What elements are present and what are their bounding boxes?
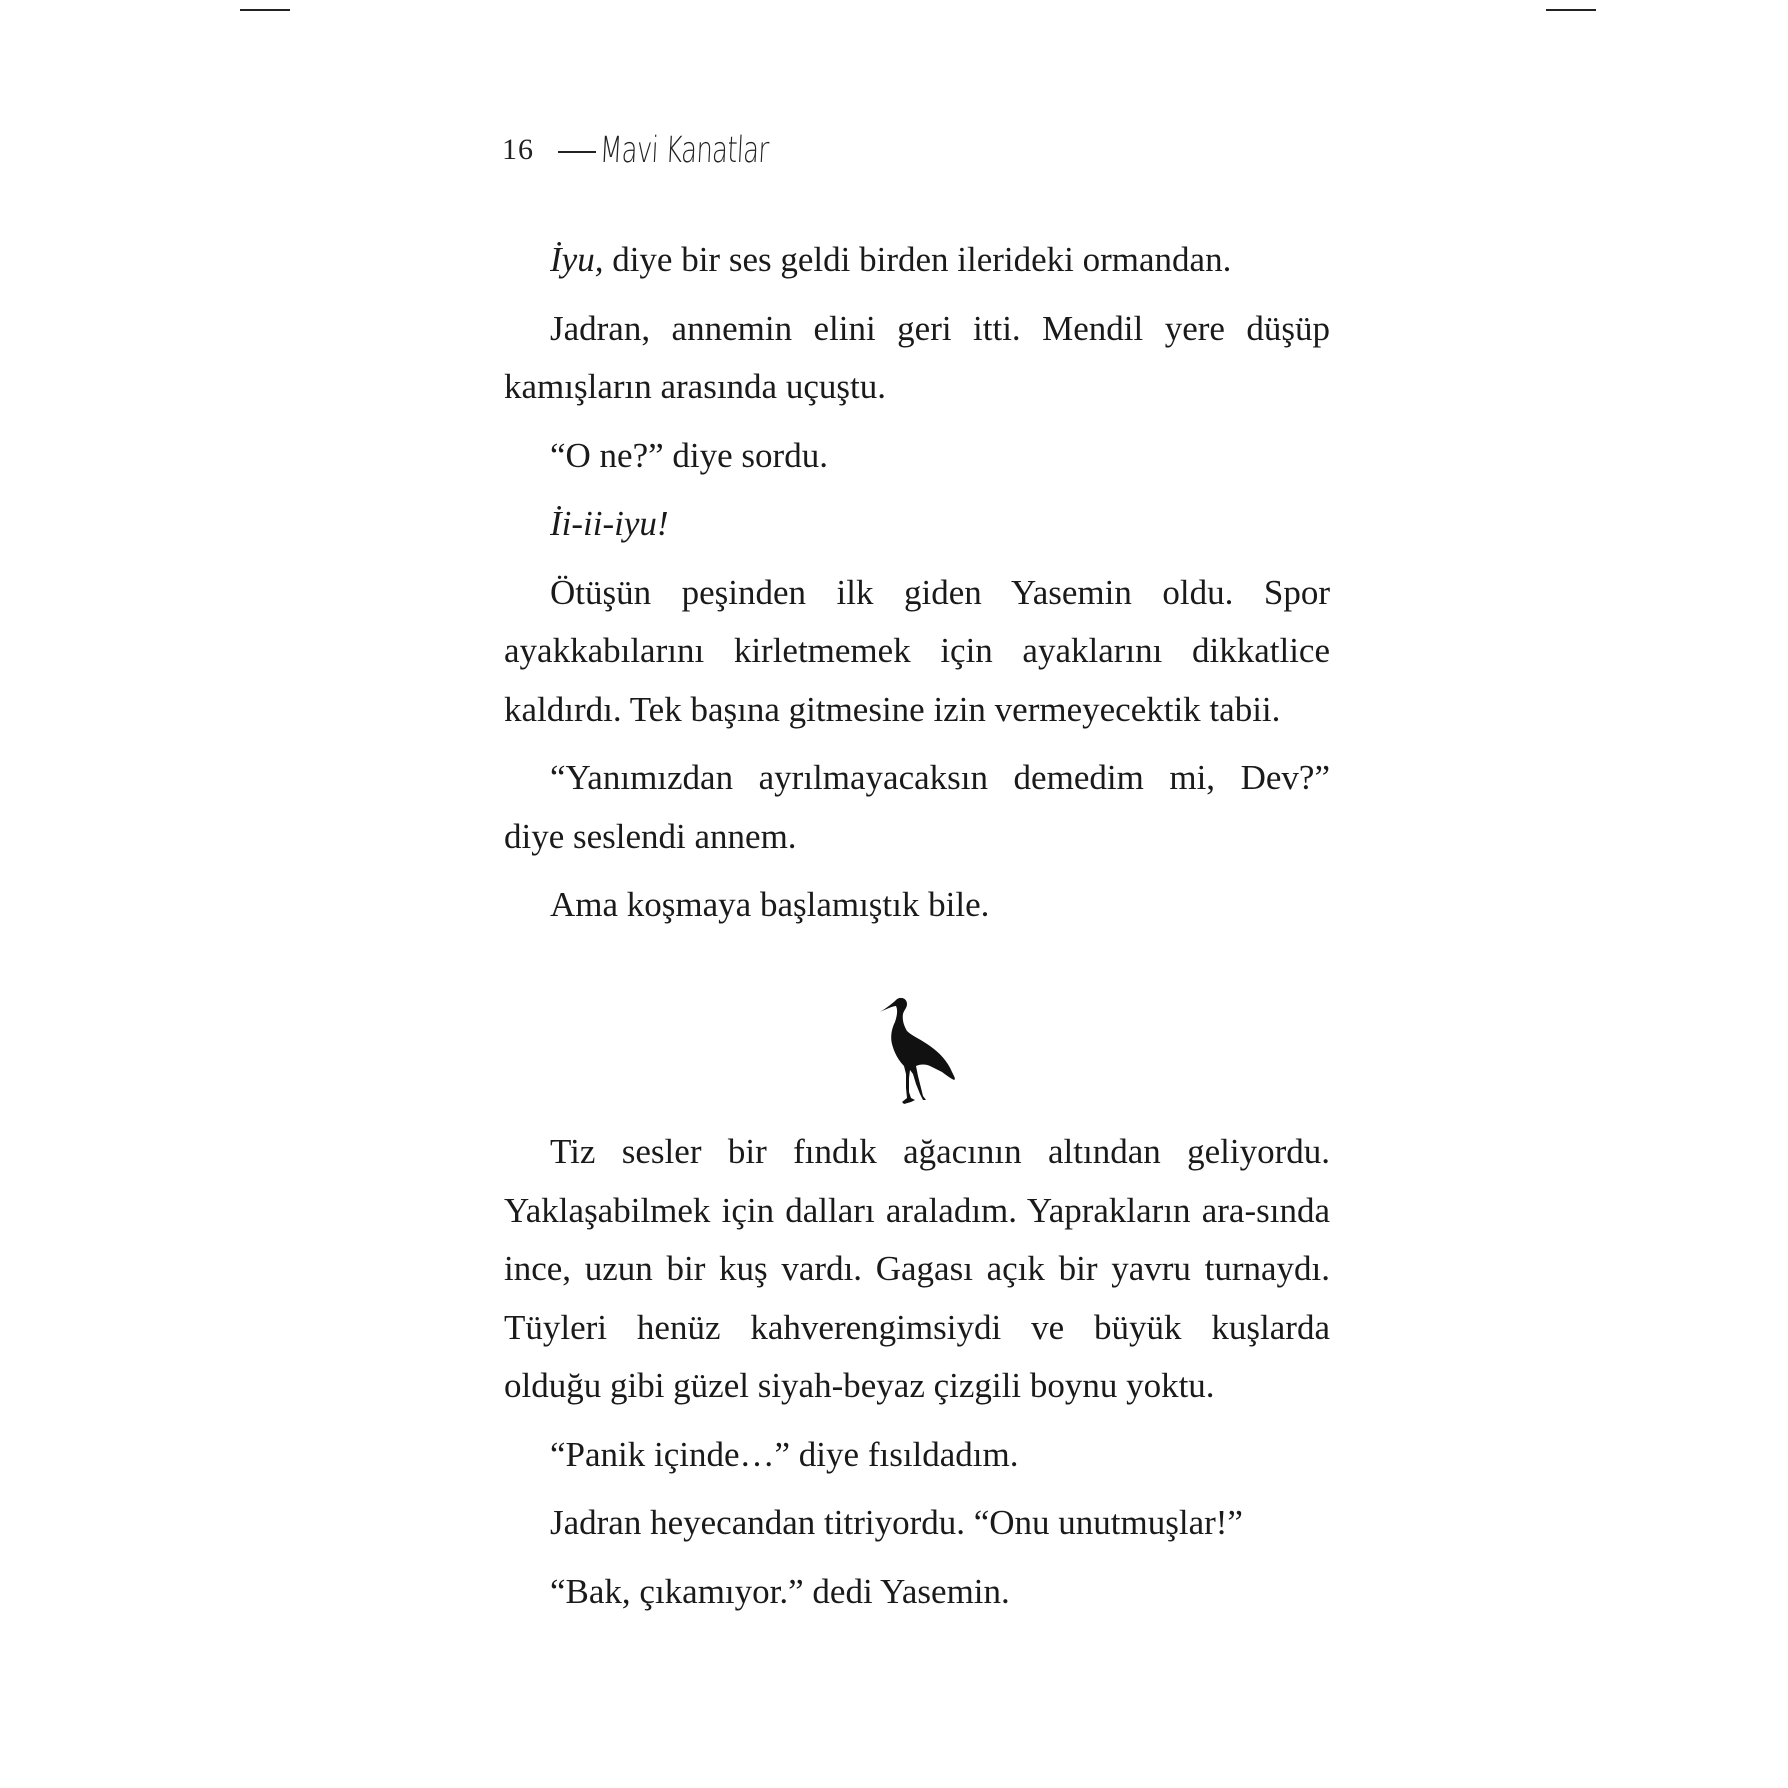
running-title-text: Mavi Kanatlar — [598, 129, 770, 171]
running-title — [558, 130, 834, 171]
paragraph — [504, 495, 1330, 554]
crop-mark-left — [240, 9, 290, 11]
paragraph: Tiz sesler bir fındık ağacının altından geliyordu. Yaklaşabilmek için dalları araladım. Yaprakların ara-sında ince, uzun bir kuş vardı. Gagası açık bir yavru turnaydı. Tüyleri henüz kahverengimsiydi ve büyük kuşlarda olduğu gibi güzel siyah-beyaz çizgili boynu yoktu. — [504, 1132, 1330, 1405]
paragraph: “Bak, çıkamıyor.” dedi Yasemin. — [550, 1571, 1010, 1611]
title-dash — [558, 151, 596, 153]
heron-body — [880, 998, 955, 1104]
paragraph: Jadran, annemin elini geri itti. Mendil yere düşüp kamışların arasında uçuştu. — [504, 308, 1330, 406]
heron-silhouette-icon — [874, 996, 958, 1112]
paragraph: İyu, diye bir ses geldi birden ilerideki ormandan. — [550, 240, 1232, 279]
paragraph: “Panik içinde…” diye fısıldadım. — [550, 1434, 1019, 1474]
paragraph: Jadran heyecandan titriyordu. “Onu unutmuşlar!” — [550, 1503, 1243, 1542]
paragraph: Ötüşün peşinden ilk giden Yasemin oldu. Spor ayakkabılarını kirletmemek için ayaklarını dikkatlice kaldırdı. Tek başına gitmesine izin vermeyecektik tabii. — [504, 572, 1330, 729]
text-section-1 — [504, 231, 1330, 945]
paragraph: “Yanımızdan ayrılmayacaksın demedim mi, Dev?” diye seslendi annem. — [504, 758, 1330, 856]
paragraph: “O ne?” diye sordu. — [550, 435, 828, 475]
page-number: 16 — [502, 133, 534, 166]
italic-lead: İi-ii-iyu! — [550, 504, 669, 543]
text-section-2 — [504, 1123, 1330, 1631]
italic-lead: İyu, — [550, 240, 604, 279]
crop-mark-right — [1546, 9, 1596, 11]
paragraph: Ama koşmaya başlamıştık bile. — [550, 885, 990, 924]
page-header — [502, 120, 834, 180]
